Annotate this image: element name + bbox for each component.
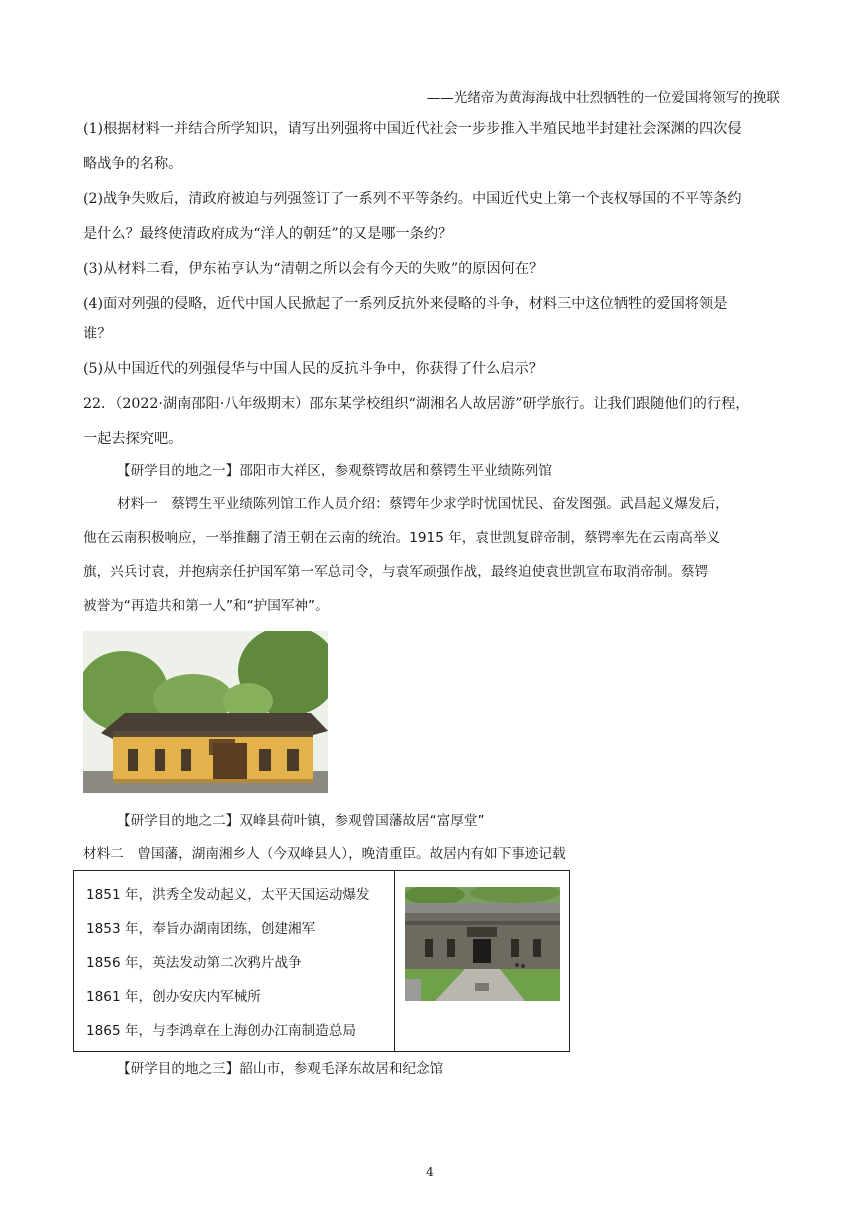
question-2-line1: (2)战争失败后，清政府被迫与列强签订了一系列不平等条约。中国近代史上第一个丧权辱国的不平等条约 bbox=[83, 191, 742, 207]
question-4-line2: 谁？ bbox=[83, 326, 112, 342]
question-3: (3)从材料二看，伊东祐亨认为“清朝之所以会有今天的失败”的原因何在？ bbox=[83, 261, 544, 277]
fuhoutang-photo-cell bbox=[395, 871, 570, 1052]
material-2: 材料二 曾国藩，湖南湘乡人（今双峰县人），晚清重臣。故居内有如下事迹记载 bbox=[83, 846, 566, 862]
events-list bbox=[74, 871, 395, 1052]
event-1853: 1853 年，奉旨办湖南团练，创建湘军 bbox=[86, 921, 316, 937]
attribution: ——光绪帝为黄海海战中壮烈牺牲的一位爱国将领写的挽联 bbox=[426, 90, 780, 106]
question-22-line1: 22．（2022·湖南邵阳·八年级期末）邵东某学校组织“湖湘名人故居游”研学旅行。让我们跟随他们的行程， bbox=[83, 396, 750, 412]
destination-1-heading: 【研学目的地之一】邵阳市大祥区，参观蔡锷故居和蔡锷生平业绩陈列馆 bbox=[117, 463, 552, 479]
question-2-line2: 是什么？最终使清政府成为“洋人的朝廷”的又是哪一条约？ bbox=[83, 226, 453, 242]
destination-3-heading: 【研学目的地之三】韶山市，参观毛泽东故居和纪念馆 bbox=[117, 1061, 444, 1077]
material-1-line3: 旗，兴兵讨袁，并抱病亲任护国军第一军总司令，与袁军顽强作战，最终迫使袁世凯宣布取消帝制。蔡锷 bbox=[83, 564, 709, 580]
destination-2-heading: 【研学目的地之二】双峰县荷叶镇，参观曾国藩故居“富厚堂” bbox=[117, 813, 485, 829]
cai-e-residence-photo bbox=[83, 631, 328, 793]
event-1856: 1856 年，英法发动第二次鸦片战争 bbox=[86, 955, 302, 971]
event-1865: 1865 年，与李鸿章在上海创办江南制造总局 bbox=[86, 1023, 357, 1039]
page-number: 4 bbox=[426, 1165, 434, 1179]
question-1-line1: (1)根据材料一并结合所学知识，请写出列强将中国近代社会一步步推入半殖民地半封建社会深渊的四次侵 bbox=[83, 121, 742, 137]
material-1-line2: 他在云南积极响应，一举推翻了清王朝在云南的统治。1915 年，袁世凯复辟帝制，蔡锷率先在云南高举义 bbox=[83, 530, 721, 546]
material-1-line4: 被誉为“再造共和第一人”和“护国军神”。 bbox=[83, 598, 329, 614]
material-1-line1: 材料一 蔡锷生平业绩陈列馆工作人员介绍：蔡锷年少求学时忧国忧民、奋发图强。武昌起义爆发后， bbox=[117, 496, 729, 512]
event-1851: 1851 年，洪秀全发动起义，太平天国运动爆发 bbox=[86, 887, 370, 903]
question-5: (5)从中国近代的列强侵华与中国人民的反抗斗争中，你获得了什么启示？ bbox=[83, 361, 543, 377]
question-4-line1: (4)面对列强的侵略，近代中国人民掀起了一系列反抗外来侵略的斗争，材料三中这位牺牲的爱国将领是 bbox=[83, 296, 728, 312]
question-1-line2: 略战争的名称。 bbox=[83, 156, 183, 172]
fuhoutang-photo bbox=[405, 887, 560, 1001]
events-table bbox=[73, 870, 570, 1052]
question-22-line2: 一起去探究吧。 bbox=[83, 431, 183, 447]
event-1861: 1861 年，创办安庆内军械所 bbox=[86, 989, 261, 1005]
